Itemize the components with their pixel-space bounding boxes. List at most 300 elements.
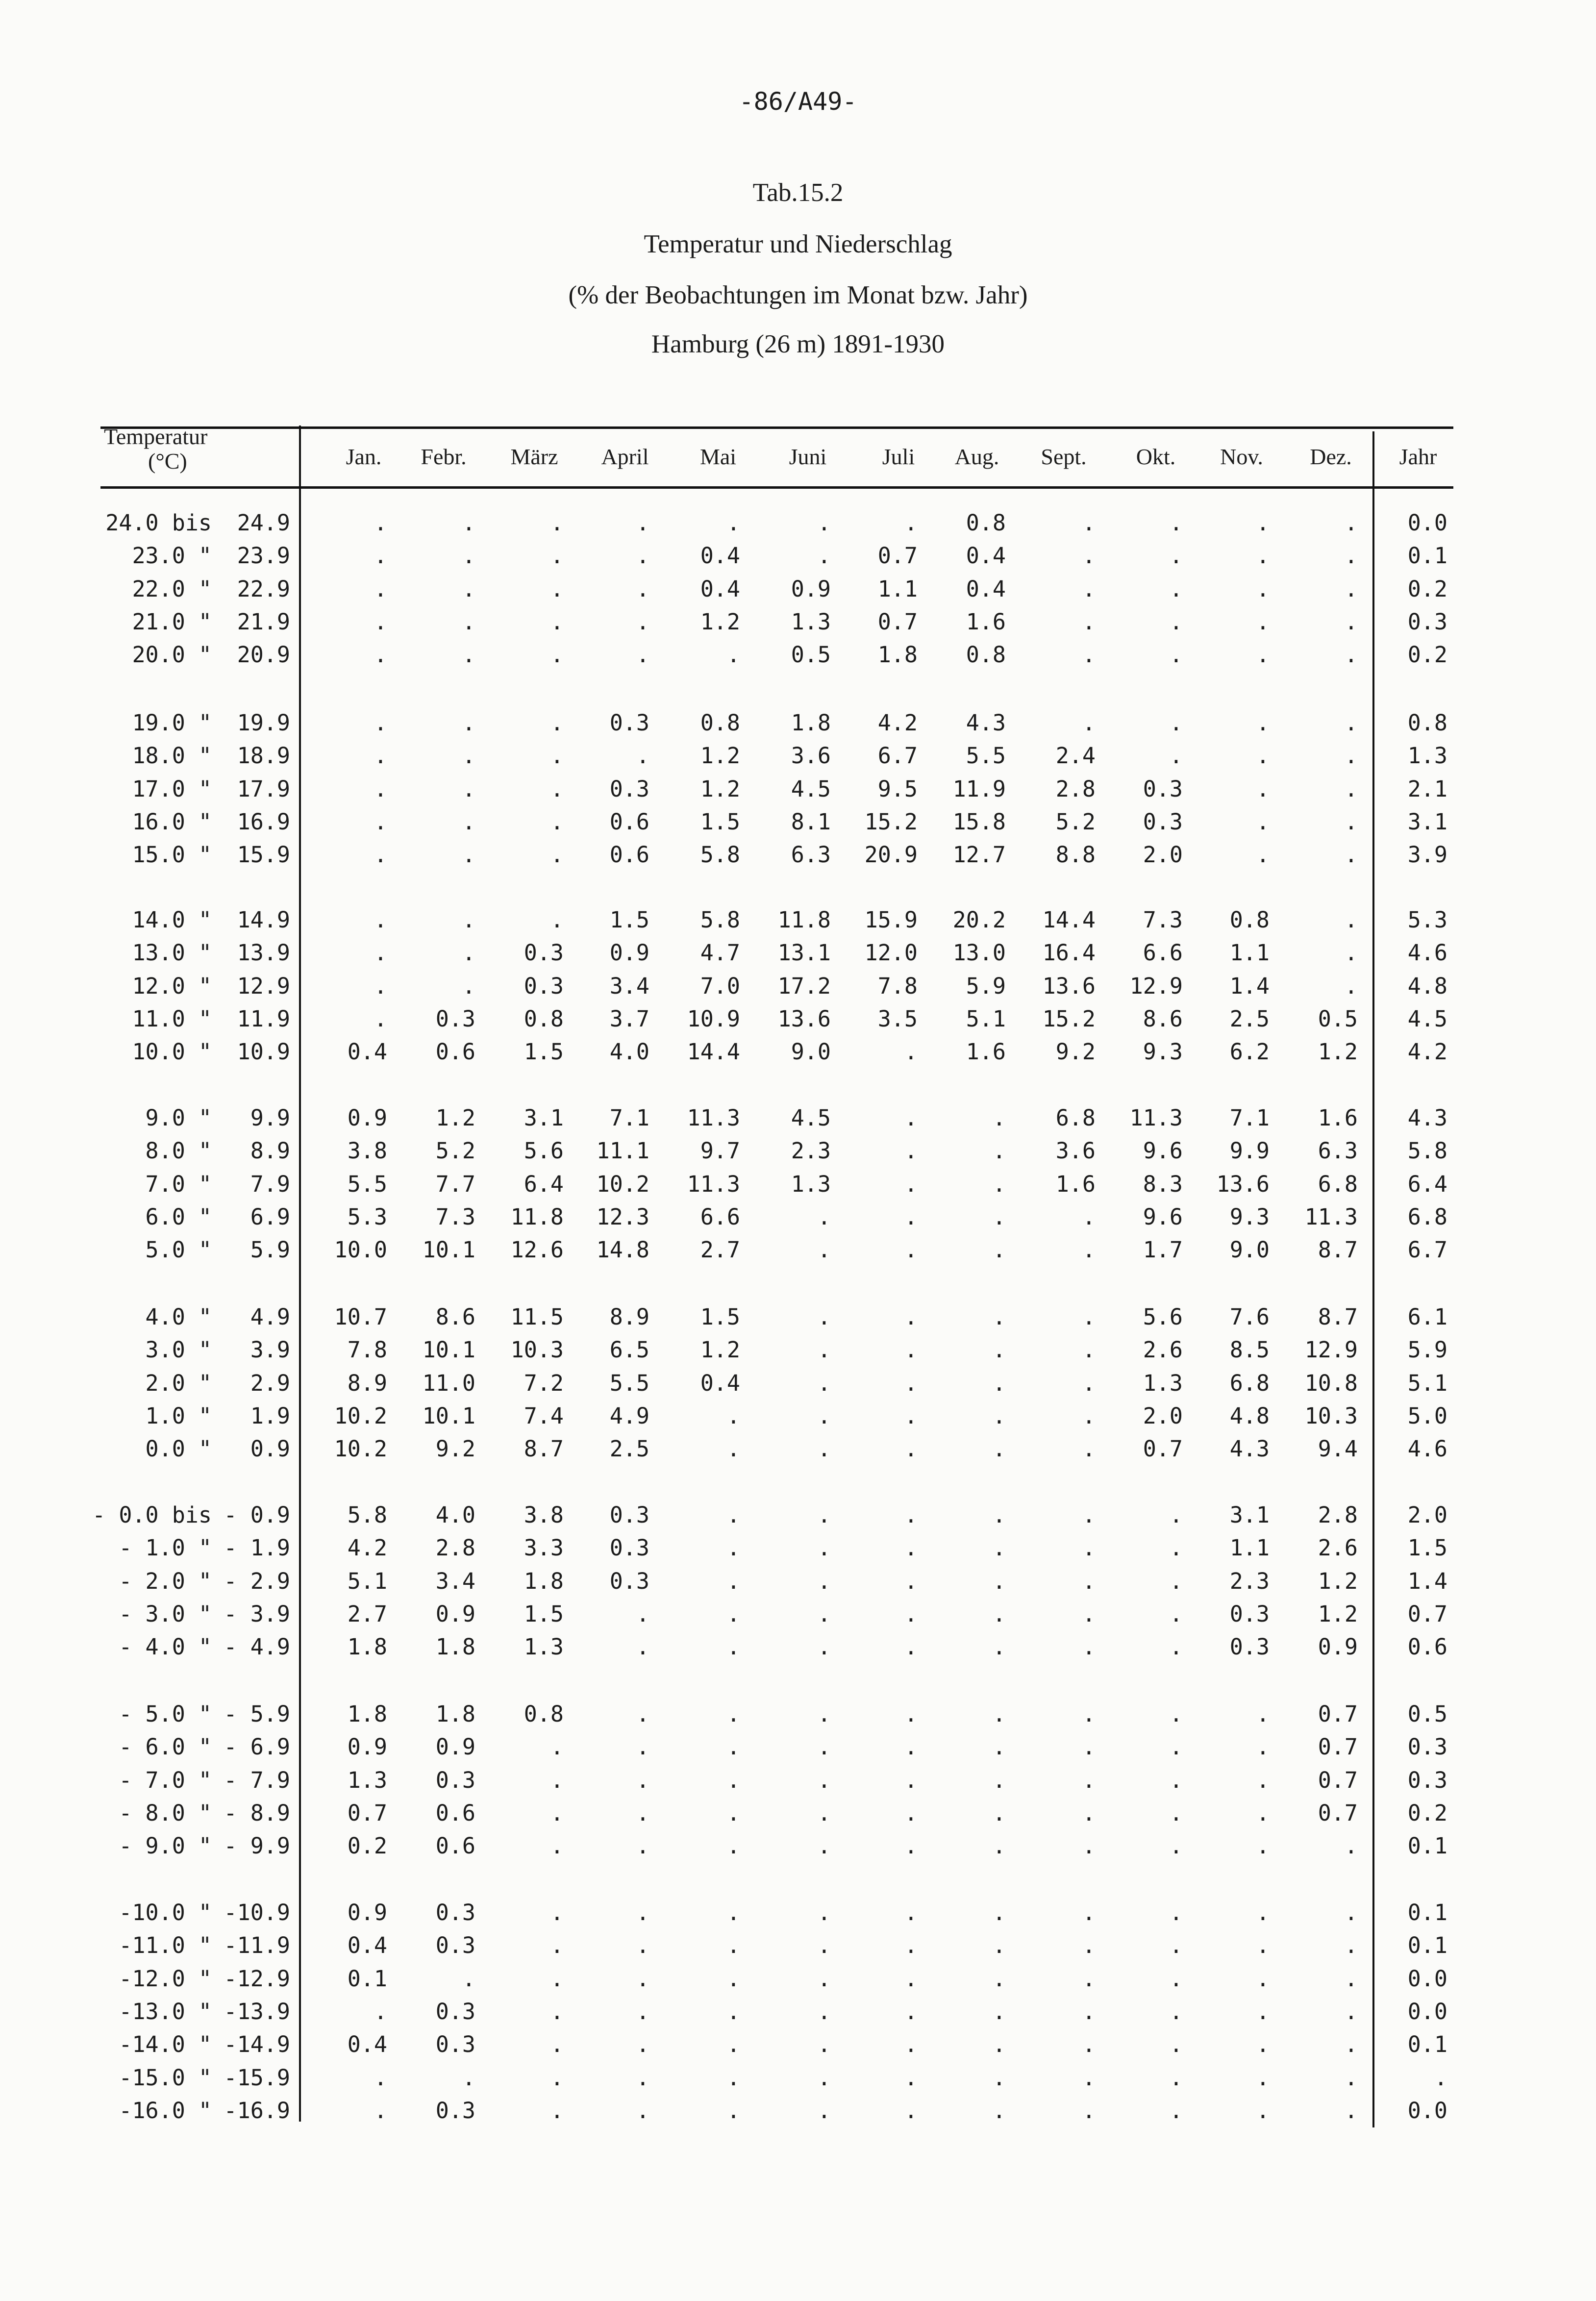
table-cell: 14.8 — [596, 1237, 649, 1263]
year-cell: 0.0 — [1407, 2098, 1447, 2124]
year-cell: 0.7 — [1407, 1601, 1447, 1627]
table-cell: 1.3 — [1143, 1370, 1183, 1396]
table-cell: 0.7 — [877, 609, 918, 635]
table-cell: . — [1256, 743, 1270, 769]
table-cell: . — [1256, 1966, 1270, 1992]
table-cell: . — [1169, 710, 1183, 736]
range-to: 6.9 — [250, 1204, 290, 1230]
table-cell: . — [462, 940, 475, 966]
range-to: 7.9 — [250, 1171, 290, 1197]
table-cell: . — [374, 2065, 387, 2091]
table-cell: . — [1344, 743, 1358, 769]
table-cell: 12.6 — [510, 1237, 564, 1263]
table-cell: . — [636, 642, 649, 668]
range-to: 0.9 — [250, 1436, 290, 1462]
range-from: 1.0 " — [145, 1403, 212, 1429]
table-cell: 9.7 — [700, 1138, 740, 1164]
range-from: -10.0 " — [119, 1900, 212, 1926]
table-cell: 5.1 — [347, 1568, 387, 1594]
month-header: Sept. — [1041, 444, 1087, 469]
table-cell: . — [1082, 1833, 1096, 1859]
table-cell: . — [374, 543, 387, 569]
table-cell: 4.2 — [877, 710, 918, 736]
table-cell: . — [726, 1634, 740, 1660]
table-cell: . — [904, 1403, 918, 1429]
table-cell: . — [550, 642, 564, 668]
table-cell: . — [550, 842, 564, 868]
range-to: 14.9 — [237, 907, 290, 933]
table-cell: 13.6 — [1216, 1171, 1270, 1197]
table-cell: 7.8 — [877, 973, 918, 999]
table-cell: . — [992, 1337, 1006, 1363]
table-cell: 0.4 — [347, 2031, 387, 2057]
year-cell: 2.0 — [1407, 1502, 1447, 1528]
table-cell: 16.4 — [1042, 940, 1096, 966]
table-cell: . — [550, 609, 564, 635]
table-cell: 1.3 — [791, 609, 831, 635]
range-to: -11.9 — [224, 1932, 290, 1958]
table-cell: 10.7 — [334, 1304, 387, 1330]
table-cell: . — [1256, 2031, 1270, 2057]
table-cell: . — [1169, 1999, 1183, 2025]
table-cell: 13.1 — [777, 940, 831, 966]
table-cell: . — [817, 1237, 831, 1263]
table-cell: . — [1082, 1337, 1096, 1363]
range-from: -12.0 " — [119, 1966, 212, 1992]
table-cell: . — [904, 1734, 918, 1760]
table-cell: . — [726, 1833, 740, 1859]
table-cell: . — [1344, 576, 1358, 602]
table-cell: . — [817, 1204, 831, 1230]
table-cell: 1.8 — [347, 1701, 387, 1727]
table-cell: 15.2 — [864, 809, 918, 835]
table-cell: 0.7 — [1318, 1800, 1358, 1826]
table-cell: . — [1082, 2065, 1096, 2091]
table-cell: . — [904, 2098, 918, 2124]
table-cell: . — [550, 776, 564, 802]
table-cell: . — [904, 1304, 918, 1330]
table-cell: . — [817, 2065, 831, 2091]
range-to: -14.9 — [224, 2031, 290, 2057]
year-cell: 5.8 — [1407, 1138, 1447, 1164]
table-cell: 8.1 — [791, 809, 831, 835]
range-from: 19.0 " — [132, 710, 212, 736]
table-cell: 0.4 — [700, 543, 740, 569]
table-cell: . — [1256, 1734, 1270, 1760]
table-cell: 3.6 — [791, 743, 831, 769]
table-cell: . — [992, 1403, 1006, 1429]
table-cell: 3.3 — [524, 1535, 564, 1561]
table-cell: . — [817, 1932, 831, 1958]
month-header: Nov. — [1220, 444, 1263, 469]
range-from: - 9.0 " — [119, 1833, 212, 1859]
year-cell: 0.0 — [1407, 510, 1447, 536]
table-cell: . — [817, 1370, 831, 1396]
range-to: - 8.9 — [224, 1800, 290, 1826]
table-cell: 4.3 — [1229, 1436, 1270, 1462]
table-cell: . — [374, 710, 387, 736]
table-cell: . — [1344, 907, 1358, 933]
table-cell: . — [1082, 1900, 1096, 1926]
table-cell: . — [992, 1237, 1006, 1263]
table-cell: . — [1169, 1535, 1183, 1561]
table-cell: 6.2 — [1229, 1039, 1270, 1065]
year-cell: 0.0 — [1407, 1999, 1447, 2025]
table-cell: . — [726, 1601, 740, 1627]
month-header: Aug. — [954, 444, 999, 469]
range-from: - 0.0 bis — [92, 1502, 212, 1528]
table-cell: . — [904, 2065, 918, 2091]
table-cell: 17.2 — [777, 973, 831, 999]
table-cell: . — [1082, 1568, 1096, 1594]
table-cell: 0.3 — [609, 1502, 649, 1528]
table-cell: 5.1 — [966, 1006, 1006, 1032]
table-cell: . — [904, 1966, 918, 1992]
table-cell: 8.9 — [609, 1304, 649, 1330]
table-cell: . — [1344, 940, 1358, 966]
table-cell: . — [636, 1900, 649, 1926]
table-cell: 20.2 — [952, 907, 1006, 933]
table-cell: . — [636, 1999, 649, 2025]
year-cell: 0.8 — [1407, 710, 1447, 736]
table-cell: . — [992, 1502, 1006, 1528]
table-cell: . — [462, 710, 475, 736]
range-from: - 2.0 " — [119, 1568, 212, 1594]
table-cell: . — [1082, 1502, 1096, 1528]
table-cell: 3.6 — [1055, 1138, 1096, 1164]
table-cell: . — [1344, 2098, 1358, 2124]
table-cell: . — [1082, 1304, 1096, 1330]
table-cell: 2.4 — [1055, 743, 1096, 769]
table-cell: . — [1082, 1204, 1096, 1230]
range-to: -10.9 — [224, 1900, 290, 1926]
table-cell: . — [1169, 1900, 1183, 1926]
table-cell: . — [992, 1535, 1006, 1561]
table-cell: 10.8 — [1304, 1370, 1358, 1396]
table-cell: . — [1256, 809, 1270, 835]
table-cell: 14.4 — [1042, 907, 1096, 933]
table-cell: 15.9 — [864, 907, 918, 933]
year-header: Jahr — [1399, 444, 1437, 469]
table-cell: . — [904, 1204, 918, 1230]
table-cell: . — [636, 1734, 649, 1760]
table-cell: . — [1169, 576, 1183, 602]
table-cell: . — [1169, 2098, 1183, 2124]
table-cell: 8.3 — [1143, 1171, 1183, 1197]
table-cell: . — [550, 1833, 564, 1859]
table-cell: 0.4 — [347, 1039, 387, 1065]
table-cell: . — [1256, 1999, 1270, 2025]
table-cell: . — [636, 1701, 649, 1727]
range-to: 18.9 — [237, 743, 290, 769]
table-cell: . — [817, 1403, 831, 1429]
table-cell: 20.9 — [864, 842, 918, 868]
table-cell: 5.5 — [347, 1171, 387, 1197]
year-cell: 0.1 — [1407, 1932, 1447, 1958]
header-rule — [100, 486, 1453, 489]
table-cell: 7.4 — [524, 1403, 564, 1429]
table-cell: 10.1 — [422, 1337, 475, 1363]
range-from: 2.0 " — [145, 1370, 212, 1396]
table-cell: 14.4 — [687, 1039, 740, 1065]
table-cell: 0.8 — [966, 642, 1006, 668]
table-cell: 3.1 — [1229, 1502, 1270, 1528]
table-cell: . — [374, 1999, 387, 2025]
table-cell: 11.3 — [687, 1105, 740, 1131]
table-cell: . — [1082, 1403, 1096, 1429]
table-cell: 7.0 — [700, 973, 740, 999]
table-cell: 1.2 — [700, 776, 740, 802]
table-cell: . — [817, 1436, 831, 1462]
table-cell: 0.9 — [791, 576, 831, 602]
table-cell: . — [1256, 1767, 1270, 1793]
table-cell: 5.6 — [1143, 1304, 1183, 1330]
range-from: - 1.0 " — [119, 1535, 212, 1561]
table-cell: . — [374, 1006, 387, 1032]
table-cell: . — [904, 1800, 918, 1826]
table-cell: . — [462, 842, 475, 868]
table-cell: 1.4 — [1229, 973, 1270, 999]
table-cell: . — [904, 1535, 918, 1561]
table-cell: 10.2 — [334, 1403, 387, 1429]
table-cell: . — [1344, 609, 1358, 635]
year-cell: 5.3 — [1407, 907, 1447, 933]
table-cell: . — [374, 776, 387, 802]
table-cell: 0.7 — [877, 543, 918, 569]
table-cell: 0.6 — [435, 1800, 475, 1826]
table-cell: . — [1169, 743, 1183, 769]
table-cell: . — [374, 609, 387, 635]
table-cell: . — [817, 1966, 831, 1992]
table-cell: 0.9 — [347, 1900, 387, 1926]
table-cell: 1.3 — [524, 1634, 564, 1660]
year-cell: 0.2 — [1407, 642, 1447, 668]
table-cell: . — [1256, 1701, 1270, 1727]
table-cell: . — [904, 1833, 918, 1859]
table-cell: . — [904, 1767, 918, 1793]
table-cell: 4.5 — [791, 1105, 831, 1131]
table-cell: . — [462, 510, 475, 536]
table-cell: 10.3 — [510, 1337, 564, 1363]
year-cell: 4.5 — [1407, 1006, 1447, 1032]
table-cell: . — [636, 2065, 649, 2091]
table-title: Temperatur und Niederschlag — [644, 230, 952, 258]
table-cell: 10.0 — [334, 1237, 387, 1263]
table-cell: . — [992, 1734, 1006, 1760]
table-cell: 0.3 — [609, 776, 649, 802]
table-cell: . — [462, 2065, 475, 2091]
year-cell: 0.2 — [1407, 1800, 1447, 1826]
table-cell: . — [1082, 1734, 1096, 1760]
table-cell: . — [992, 2031, 1006, 2057]
table-cell: 12.3 — [596, 1204, 649, 1230]
range-from: 14.0 " — [132, 907, 212, 933]
table-cell: . — [1256, 1800, 1270, 1826]
range-to: 21.9 — [237, 609, 290, 635]
table-cell: . — [1169, 1833, 1183, 1859]
table-cell: 9.2 — [1055, 1039, 1096, 1065]
table-subtitle: (% der Beobachtungen im Monat bzw. Jahr) — [568, 281, 1028, 309]
table-cell: 10.1 — [422, 1237, 475, 1263]
year-cell: . — [1434, 2065, 1447, 2091]
range-to: - 5.9 — [224, 1701, 290, 1727]
table-cell: . — [992, 1171, 1006, 1197]
year-cell: 4.6 — [1407, 940, 1447, 966]
table-cell: . — [726, 1403, 740, 1429]
table-cell: 1.5 — [700, 1304, 740, 1330]
table-cell: 10.9 — [687, 1006, 740, 1032]
table-cell: . — [1082, 576, 1096, 602]
table-cell: . — [726, 1767, 740, 1793]
range-to: 23.9 — [237, 543, 290, 569]
table-cell: 8.6 — [1143, 1006, 1183, 1032]
table-cell: . — [992, 1767, 1006, 1793]
table-cell: 0.7 — [1318, 1767, 1358, 1793]
table-cell: 11.8 — [777, 907, 831, 933]
table-cell: . — [1344, 543, 1358, 569]
table-cell: . — [726, 1568, 740, 1594]
table-cell: . — [726, 1701, 740, 1727]
table-cell: . — [904, 1701, 918, 1727]
table-cell: . — [992, 1370, 1006, 1396]
table-cell: . — [1169, 1767, 1183, 1793]
table-cell: 11.0 — [422, 1370, 475, 1396]
table-cell: . — [817, 1601, 831, 1627]
range-to: 19.9 — [237, 710, 290, 736]
year-cell: 5.1 — [1407, 1370, 1447, 1396]
table-cell: 0.7 — [1318, 1701, 1358, 1727]
table-cell: . — [636, 1601, 649, 1627]
table-cell: 1.7 — [1143, 1237, 1183, 1263]
table-cell: 13.6 — [777, 1006, 831, 1032]
table-cell: . — [1256, 776, 1270, 802]
month-header: Mai — [699, 444, 737, 469]
table-cell: 10.2 — [596, 1171, 649, 1197]
table-cell: . — [1344, 1999, 1358, 2025]
table-cell: . — [992, 1900, 1006, 1926]
table-cell: . — [992, 1800, 1006, 1826]
table-cell: . — [1169, 1502, 1183, 1528]
table-cell: . — [1169, 1800, 1183, 1826]
range-to: 22.9 — [237, 576, 290, 602]
table-cell: . — [550, 1800, 564, 1826]
table-cell: 8.7 — [1318, 1304, 1358, 1330]
month-header: März — [510, 444, 558, 469]
table-cell: . — [1256, 710, 1270, 736]
range-from: - 7.0 " — [119, 1767, 212, 1793]
table-cell: 0.8 — [966, 510, 1006, 536]
table-cell: . — [726, 1436, 740, 1462]
year-cell: 6.4 — [1407, 1171, 1447, 1197]
table-cell: 6.8 — [1318, 1171, 1358, 1197]
table-cell: . — [1082, 642, 1096, 668]
table-cell: 0.8 — [524, 1701, 564, 1727]
range-from: - 5.0 " — [119, 1701, 212, 1727]
table-cell: . — [1256, 642, 1270, 668]
table-cell: . — [904, 1634, 918, 1660]
table-cell: . — [1082, 543, 1096, 569]
table-cell: . — [1169, 1701, 1183, 1727]
table-cell: 2.7 — [700, 1237, 740, 1263]
table-cell: . — [992, 1966, 1006, 1992]
table-cell: . — [1082, 2098, 1096, 2124]
temperature-header — [104, 425, 207, 474]
table-cell: . — [817, 2098, 831, 2124]
range-from: 8.0 " — [145, 1138, 212, 1164]
table-cell: . — [1169, 1601, 1183, 1627]
range-from: - 8.0 " — [119, 1800, 212, 1826]
range-from: 6.0 " — [145, 1204, 212, 1230]
label-divider — [299, 425, 301, 2122]
table-cell: . — [462, 642, 475, 668]
table-cell: 4.2 — [347, 1535, 387, 1561]
table-cell: . — [636, 2031, 649, 2057]
range-from: 16.0 " — [132, 809, 212, 835]
year-divider — [1372, 431, 1374, 2127]
table-cell: . — [374, 842, 387, 868]
table-cell: . — [726, 1800, 740, 1826]
table-cell: . — [1169, 1568, 1183, 1594]
table-cell: 0.3 — [1229, 1634, 1270, 1660]
table-cell: . — [1344, 973, 1358, 999]
table-cell: . — [1344, 1833, 1358, 1859]
table-cell: . — [1082, 1601, 1096, 1627]
table-cell: . — [374, 576, 387, 602]
table-cell: . — [904, 1171, 918, 1197]
table-cell: . — [992, 1436, 1006, 1462]
table-cell: 0.4 — [966, 576, 1006, 602]
month-header: Dez. — [1310, 444, 1352, 469]
table-cell: . — [1256, 510, 1270, 536]
range-from: -15.0 " — [119, 2065, 212, 2091]
table-cell: . — [462, 609, 475, 635]
table-cell: 5.2 — [435, 1138, 475, 1164]
table-cell: . — [1344, 510, 1358, 536]
table-cell: 1.5 — [524, 1601, 564, 1627]
table-cell: . — [992, 1568, 1006, 1594]
table-cell: . — [550, 2065, 564, 2091]
table-cell: . — [817, 1833, 831, 1859]
table-cell: . — [636, 609, 649, 635]
table-cell: 0.9 — [347, 1734, 387, 1760]
table-cell: 0.3 — [435, 1767, 475, 1793]
table-cell: . — [1256, 2065, 1270, 2091]
table-cell: . — [1344, 2031, 1358, 2057]
year-cell: 4.6 — [1407, 1436, 1447, 1462]
year-cell: 0.3 — [1407, 609, 1447, 635]
table-cell: . — [904, 1436, 918, 1462]
table-cell: 4.3 — [966, 710, 1006, 736]
table-cell: . — [726, 1734, 740, 1760]
table-cell: . — [904, 1337, 918, 1363]
table-cell: 0.3 — [609, 1535, 649, 1561]
table-cell: 5.5 — [966, 743, 1006, 769]
table-cell: . — [992, 2065, 1006, 2091]
table-cell: . — [1082, 1701, 1096, 1727]
table-cell: . — [904, 1568, 918, 1594]
table-cell: 0.9 — [435, 1734, 475, 1760]
table-cell: . — [992, 1701, 1006, 1727]
table-cell: . — [374, 642, 387, 668]
table-cell: 1.8 — [877, 642, 918, 668]
table-cell: 6.8 — [1229, 1370, 1270, 1396]
table-cell: 10.1 — [422, 1403, 475, 1429]
table-cell: 1.3 — [791, 1171, 831, 1197]
table-cell: . — [462, 1966, 475, 1992]
table-cell: 6.3 — [1318, 1138, 1358, 1164]
table-cell: . — [550, 576, 564, 602]
table-cell: 0.3 — [435, 1900, 475, 1926]
